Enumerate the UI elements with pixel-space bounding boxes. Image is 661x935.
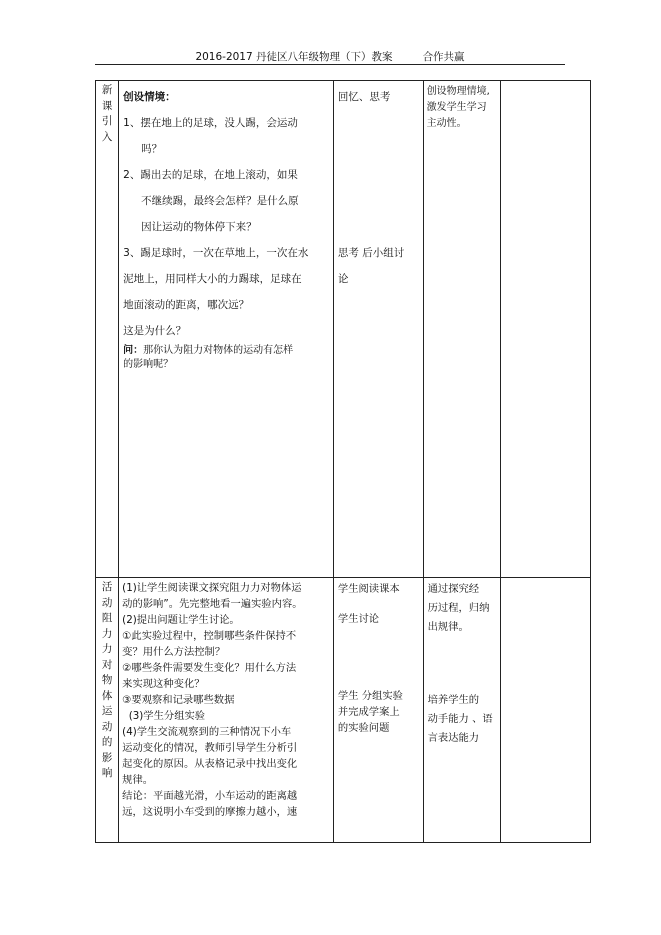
design-intent-cell (423, 81, 501, 578)
phase-char: 运 (101, 705, 113, 717)
phase-char: 动 (101, 596, 113, 609)
table-row (96, 578, 591, 843)
content-line: 这是为什么？ (123, 325, 187, 337)
phase-char: 对 (101, 658, 113, 671)
student-line: 论 (337, 273, 349, 285)
intent-line: 激发学生学习 (426, 102, 487, 113)
content-line: 2、踢出去的足球，在地上滚动，如果 (123, 169, 298, 181)
phase-char: 力 (101, 643, 113, 655)
content-line: 不继续踢，最终会怎样？是什么原 (141, 195, 299, 207)
content-line: 地面滚动的距离，哪次远？ (123, 299, 250, 311)
table-row (96, 81, 591, 578)
header-motto: 合作共赢 (422, 51, 465, 63)
student-activity-cell (333, 81, 423, 578)
lesson-plan-table (95, 80, 591, 843)
intent-line: 言表达能力 (427, 732, 480, 744)
content-line: 起变化的原因。从表格记录中找出变化 (122, 758, 298, 770)
content-line: (4)学生交流观察到的三种情况下小车 (122, 726, 292, 738)
student-activity-cell (333, 578, 423, 843)
intent-line: 培养学生的 (427, 694, 480, 706)
content-line: (2)提出问题让学生讨论。 (122, 614, 240, 626)
student-line: 学生讨论 (337, 613, 380, 625)
question-text: 那你认为阻力对物体的运动有怎样 (143, 345, 294, 356)
header-rule (95, 64, 565, 65)
content-line: 3、踢足球时，一次在草地上，一次在水 (123, 247, 309, 259)
phase-label-intro (96, 81, 119, 578)
phase-char: 引 (101, 115, 113, 127)
question-label: 问： (123, 345, 144, 356)
notes-cell (501, 81, 591, 578)
phase-char: 响 (101, 767, 113, 779)
content-line: ①此实验过程中，控制哪些条件保持不 (122, 630, 297, 642)
phase-char: 入 (101, 130, 113, 143)
content-line: 吗？ (141, 143, 163, 155)
teaching-content-cell (119, 81, 334, 578)
phase-char: 活 (101, 581, 113, 593)
phase-char: 力 (101, 627, 113, 640)
intent-line: 动手能力 、语 (427, 713, 493, 725)
question-line-2: 的影响呢？ (123, 359, 174, 370)
phase-char: 动 (101, 720, 113, 733)
header-title: 2016-2017 丹徒区八年级物理（下）教案 (195, 51, 393, 63)
student-line: 的实验问题 (337, 722, 390, 734)
student-line: 并完成学案上 (337, 706, 400, 718)
phase-label-activity (96, 578, 119, 843)
content-line: 动的影响”。先完整地看一遍实验内容。 (122, 598, 303, 610)
content-line: (1)让学生阅读课文探究阻力力对物体运 (122, 582, 302, 594)
student-line: 学生 分组实验 (337, 690, 403, 702)
student-line: 回忆、思考 (337, 91, 391, 103)
design-intent-cell (423, 578, 501, 843)
question-line (123, 344, 329, 358)
intent-line: 通过探究经 (427, 583, 480, 595)
student-line: 思考 后小组讨 (337, 247, 405, 259)
content-line: ②哪些条件需要发生变化？用什么方法 (122, 662, 297, 674)
content-line: ③要观察和记录哪些数据 (122, 694, 235, 706)
content-line: 变？用什么方法控制？ (122, 646, 226, 658)
intent-line: 历过程，归纳 (427, 602, 490, 614)
phase-char: 阻 (101, 612, 113, 624)
phase-char: 影 (101, 751, 113, 764)
phase-char: 新 (101, 84, 113, 96)
content-line: 泥地上，用同样大小的力踢球，足球在 (123, 273, 302, 285)
phase-char: 体 (101, 689, 113, 702)
content-line: (3)学生分组实验 (122, 710, 206, 722)
page-header (95, 50, 565, 64)
notes-cell (501, 578, 591, 843)
content-line: 远，这说明小车受到的摩擦力越小，速 (122, 806, 298, 818)
intent-line: 出规律。 (427, 621, 469, 633)
teaching-content-cell (119, 578, 334, 843)
content-heading: 创设情境： (123, 91, 176, 103)
phase-char: 课 (101, 99, 113, 112)
student-line: 学生阅读课本 (337, 583, 400, 595)
content-line: 结论：平面越光滑，小车运动的距离越 (122, 790, 298, 802)
content-line: 规律。 (122, 774, 154, 786)
phase-char: 物 (101, 674, 113, 686)
phase-char: 的 (101, 736, 113, 748)
intent-line: 主动性。 (426, 118, 467, 129)
content-line: 来实现这种变化？ (122, 678, 205, 690)
content-line: 运动变化的情况，教师引导学生分析引 (122, 742, 298, 754)
content-line: 因让运动的物体停下来？ (141, 221, 257, 233)
content-line: 1、摆在地上的足球，没人踢，会运动 (123, 117, 298, 129)
intent-line: 创设物理情境, (426, 86, 490, 97)
